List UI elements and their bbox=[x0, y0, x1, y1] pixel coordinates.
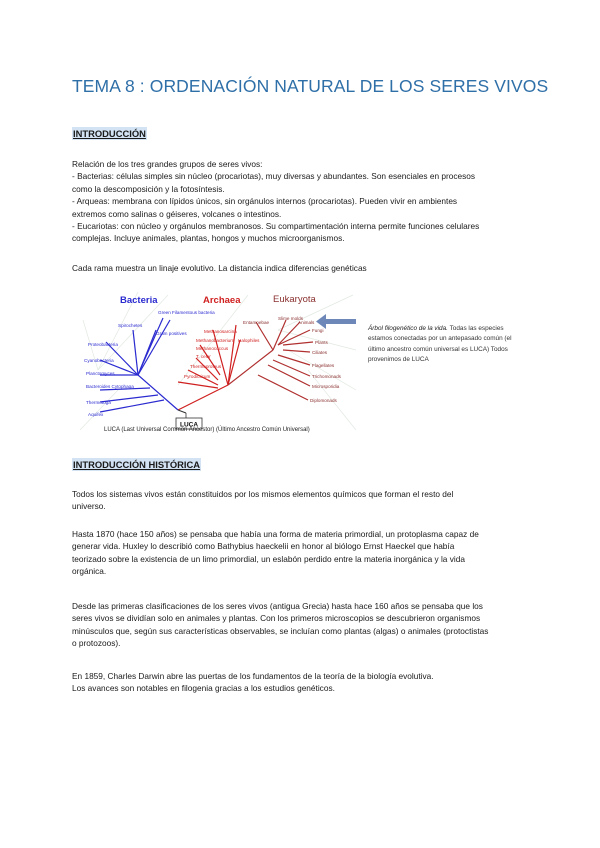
domain-label-bacteria: Bacteria bbox=[120, 295, 158, 306]
intro-line: como la descomposición y la fotosíntesis. bbox=[72, 183, 225, 194]
history-paragraph-4 bbox=[72, 670, 532, 695]
history-line: teorizado sobre la existencia de un limo primordial, un eslabón perdido entre la materia inorgánica y la vida bbox=[72, 553, 465, 564]
history-paragraph-1 bbox=[72, 488, 532, 513]
intro-paragraph bbox=[72, 158, 532, 245]
history-paragraph-2 bbox=[72, 528, 532, 578]
archaea-label: Methanosarcina bbox=[204, 329, 237, 334]
history-paragraph-3 bbox=[72, 600, 532, 650]
eukaryota-label: Slime molds bbox=[278, 316, 304, 321]
section-heading-history: INTRODUCCIÓN HISTÓRICA bbox=[73, 459, 201, 470]
eukaryota-label: Entamoebae bbox=[243, 320, 270, 325]
bacteria-label: Green Filamentous bacteria bbox=[158, 310, 215, 315]
domain-label-archaea: Archaea bbox=[203, 295, 241, 306]
phylogenetic-tree-image bbox=[78, 290, 358, 438]
archaea-label: T. celer bbox=[196, 354, 211, 359]
history-line: generar vida. Huxley lo describió como Bathybius haeckelii en honor al biólogo Ernst Haeckel que había bbox=[72, 541, 455, 552]
bacteria-label: Proteobacteria bbox=[88, 342, 118, 347]
page-title: TEMA 8 : ORDENACIÓN NATURAL DE LOS SERES VIVOS bbox=[72, 76, 549, 96]
eukaryota-label: Ciliates bbox=[312, 350, 328, 355]
section-heading-intro: INTRODUCCIÓN bbox=[73, 128, 146, 139]
archaea-label: Pyrodicticum bbox=[184, 374, 211, 379]
intro-line: - Bacterias: células simples sin núcleo (procariotas), muy diversas y abundantes. Son esenciales en procesos bbox=[72, 171, 476, 182]
history-line: minúsculos que, según sus características observables, se incluían como plantas (algas) o animales (protoctistas bbox=[72, 625, 489, 636]
eukaryota-label: Microsporidia bbox=[312, 384, 340, 389]
history-line: orgánica. bbox=[72, 566, 107, 577]
luca-label: LUCA bbox=[180, 421, 199, 429]
history-line: Hasta 1870 (hace 150 años) se pensaba que había una forma de materia primordial, un protoplasma capaz de bbox=[72, 529, 479, 539]
intro-line: Relación de los tres grandes grupos de seres vivos: bbox=[72, 159, 263, 169]
eukaryota-label: Trichomonads bbox=[312, 374, 341, 379]
eukaryota-branches bbox=[228, 320, 313, 400]
intro-line: - Arqueas: membrana con lípidos únicos, sin orgánulos internos (procariotas). Pueden vivir en ambientes bbox=[72, 196, 458, 207]
rama-paragraph bbox=[72, 262, 532, 274]
tree-background-rays bbox=[80, 292, 356, 430]
bacteria-label: Thermotoga bbox=[86, 400, 111, 405]
history-line: En 1859, Charles Darwin abre las puertas de los fundamentos de la teoría de la biología evolutiva. bbox=[72, 671, 434, 681]
archaea-label: Methanococcus bbox=[196, 346, 229, 351]
intro-line: complejas. Incluye animales, plantas, hongos y muchos microorganismos. bbox=[72, 233, 345, 244]
history-line: seres vivos se dividían solo en animales y plantas. Con los primeros microscopios se descubrieron organismos bbox=[72, 613, 481, 624]
bacteria-label: Cyanobacteria bbox=[84, 358, 114, 363]
eukaryota-label: Plants bbox=[315, 340, 328, 345]
history-line: Los avances son notables en filogenia gracias a los estudios genéticos. bbox=[72, 683, 335, 694]
intro-line: extremos como salinas o géiseres, volcanes o intestinos. bbox=[72, 208, 282, 219]
luca-trunk bbox=[178, 410, 186, 413]
domain-label-eukaryota: Eukaryota bbox=[273, 294, 316, 305]
intro-line: - Eucariotas: con núcleo y orgánulos membranosos. Su compartimentación interna permite funciones celulares bbox=[72, 221, 480, 232]
bacteria-label: Spirochetes bbox=[118, 323, 143, 328]
bacteria-label: Gram positives bbox=[156, 331, 187, 336]
eukaryota-label: Fungi bbox=[312, 328, 324, 333]
history-line: Todos los sistemas vivos están constituidos por los mismos elementos químicos que forman el resto del bbox=[72, 489, 454, 499]
bacteria-label: Bacteroides Cytophaga bbox=[86, 384, 134, 389]
archaea-label: Methanobacterium bbox=[196, 338, 235, 343]
history-line: universo. bbox=[72, 501, 106, 512]
archaea-label: Halophiles bbox=[238, 338, 260, 343]
archaea-label: Thermoproteus bbox=[190, 364, 222, 369]
side-caption-rest: Todas las especies estamos conectadas por un antepasado común (el último ancestro común universal es LUCA) Todos provenimos de LUCA bbox=[368, 325, 512, 364]
history-line: Desde las primeras clasificaciones de los seres vivos (antigua Grecia) hasta hace 160 años se pensaba que los bbox=[72, 601, 483, 611]
tree-caption: LUCA (Last Universal Common Ancestor) (Último Ancestro Común Universal) bbox=[104, 427, 310, 433]
side-caption-italic: Árbol filogenético de la vida. bbox=[368, 325, 448, 332]
eukaryota-label: Animals bbox=[298, 320, 315, 325]
eukaryota-label: Diplomonads bbox=[310, 398, 337, 403]
arrow-to-animals bbox=[316, 314, 356, 329]
bacteria-label: Planctomyces bbox=[86, 371, 115, 376]
eukaryota-label: Flagellates bbox=[312, 363, 335, 368]
rama-line: Cada rama muestra un linaje evolutivo. La distancia indica diferencias genéticas bbox=[72, 263, 367, 273]
history-line: o protozoos). bbox=[72, 638, 121, 649]
tree-side-caption bbox=[368, 324, 528, 366]
bacteria-label: Aquifex bbox=[88, 412, 104, 417]
